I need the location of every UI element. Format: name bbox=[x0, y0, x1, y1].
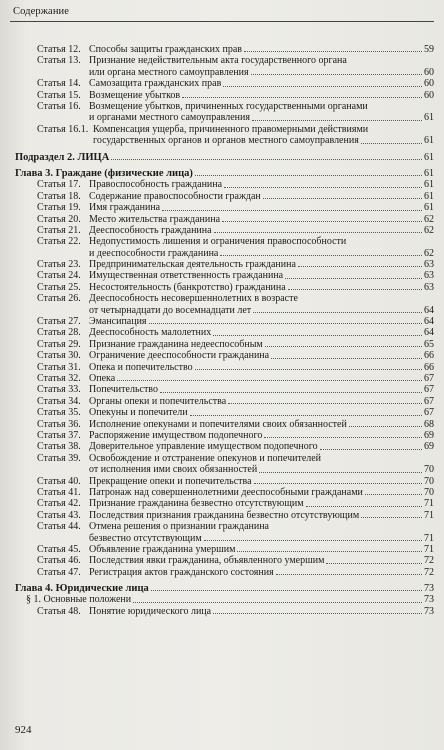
article-title: Признание недействительным акта государственного органа bbox=[89, 55, 347, 67]
article-number: Статья 15. bbox=[37, 89, 81, 101]
toc-heading bbox=[0, 583, 444, 594]
page-ref: 70 bbox=[424, 464, 434, 476]
toc-heading-label: Глава 3. Граждане (физические лица) bbox=[15, 167, 193, 179]
article-number: Статья 20. bbox=[37, 213, 81, 225]
article-title: Содержание правоспособности граждан bbox=[89, 190, 261, 202]
dot-leader bbox=[213, 613, 422, 614]
toc-entry bbox=[0, 373, 444, 384]
page-ref: 62 bbox=[424, 247, 434, 259]
dot-leader bbox=[265, 346, 422, 347]
page-ref: 71 bbox=[424, 509, 434, 521]
dot-leader bbox=[224, 187, 422, 188]
toc-entry bbox=[0, 498, 444, 509]
toc-entry bbox=[0, 396, 444, 407]
page-ref: 61 bbox=[424, 202, 434, 214]
article-title: Прекращение опеки и попечительства bbox=[89, 475, 252, 487]
dot-leader bbox=[288, 289, 422, 290]
article-number: Статья 14. bbox=[37, 78, 81, 90]
page-ref: 59 bbox=[424, 43, 434, 55]
toc-entry bbox=[0, 544, 444, 555]
article-title: Опека bbox=[89, 373, 116, 385]
toc-entry bbox=[0, 202, 444, 213]
article-title: Попечительство bbox=[89, 384, 158, 396]
article-number: Статья 22. bbox=[37, 236, 81, 248]
dot-leader bbox=[151, 590, 422, 591]
article-title: Признание гражданина безвестно отсутствующим bbox=[89, 498, 304, 510]
dot-leader bbox=[276, 574, 422, 575]
article-number: Статья 48. bbox=[37, 605, 81, 617]
article-title: Возмещение убытков, причиненных государственными органами bbox=[89, 100, 368, 112]
page-ref: 71 bbox=[424, 498, 434, 510]
page-ref: 66 bbox=[424, 350, 434, 362]
article-number: Статья 17. bbox=[37, 179, 81, 191]
dot-leader bbox=[306, 506, 422, 507]
page-ref: 67 bbox=[424, 395, 434, 407]
dot-leader bbox=[361, 143, 422, 144]
toc-entry bbox=[0, 179, 444, 190]
article-title: Имя гражданина bbox=[89, 202, 161, 214]
article-title: Дееспособность несовершеннолетних в возрасте bbox=[89, 293, 298, 305]
dot-leader bbox=[222, 221, 422, 222]
article-title: Компенсация ущерба, причиненного правомерными действиями bbox=[93, 123, 369, 135]
page-ref: 66 bbox=[424, 361, 434, 373]
toc-heading-label: Подраздел 2. ЛИЦА bbox=[15, 151, 110, 163]
toc-heading-label: § 1. Основные положени bbox=[26, 594, 132, 606]
toc-entry bbox=[0, 567, 444, 578]
article-number: Статья 39. bbox=[37, 452, 81, 464]
article-number: Статья 37. bbox=[37, 429, 81, 441]
article-title: Органы опеки и попечительства bbox=[89, 395, 227, 407]
article-number: Статья 45. bbox=[37, 543, 81, 555]
article-title: Опека и попечительство bbox=[89, 361, 193, 373]
dot-leader bbox=[228, 403, 422, 404]
toc-heading bbox=[0, 168, 444, 179]
page-ref: 63 bbox=[424, 270, 434, 282]
page-ref: 60 bbox=[424, 66, 434, 78]
page-ref: 69 bbox=[424, 441, 434, 453]
article-title: и дееспособности гражданина bbox=[89, 247, 219, 259]
article-title: Ограничение дееспособности гражданина bbox=[89, 350, 270, 362]
article-number: Статья 35. bbox=[37, 407, 81, 419]
page-ref: 63 bbox=[424, 281, 434, 293]
page-ref: 61 bbox=[424, 135, 434, 147]
article-title: безвестно отсутствующим bbox=[89, 532, 202, 544]
article-title: Освобождение и отстранение опекунов и попечителей bbox=[89, 452, 322, 464]
dot-leader bbox=[160, 392, 422, 393]
article-number: Статья 46. bbox=[37, 555, 81, 567]
page-ref: 73 bbox=[424, 605, 434, 617]
dot-leader bbox=[361, 517, 422, 518]
toc-entry bbox=[0, 78, 444, 89]
article-number: Статья 21. bbox=[37, 224, 81, 236]
article-title: Признание гражданина недееспособным bbox=[89, 338, 263, 350]
dot-leader bbox=[271, 358, 422, 359]
toc-entry bbox=[0, 487, 444, 498]
article-title: от исполнения ими своих обязанностей bbox=[89, 464, 258, 476]
article-title: от четырнадцати до восемнадцати лет bbox=[89, 304, 252, 316]
dot-leader bbox=[117, 380, 422, 381]
page-ref: 71 bbox=[424, 532, 434, 544]
article-number: Статья 18. bbox=[37, 190, 81, 202]
article-number: Статья 19. bbox=[37, 202, 81, 214]
article-number: Статья 12. bbox=[37, 44, 81, 55]
article-title: Регистрация актов гражданского состояния bbox=[89, 566, 274, 578]
article-title: Дееспособность малолетних bbox=[89, 327, 212, 339]
table-of-contents bbox=[0, 44, 444, 617]
toc-section bbox=[0, 594, 444, 605]
article-number: Статья 41. bbox=[37, 486, 81, 498]
page-ref: 68 bbox=[424, 418, 434, 430]
article-title: Дееспособность гражданина bbox=[89, 224, 212, 236]
dot-leader bbox=[190, 415, 422, 416]
toc-entry bbox=[0, 214, 444, 225]
dot-leader bbox=[326, 563, 422, 564]
article-number: Статья 36. bbox=[37, 418, 81, 430]
page-ref: 61 bbox=[424, 190, 434, 202]
page-number: 924 bbox=[15, 724, 32, 736]
toc-entry bbox=[0, 124, 444, 147]
article-number: Статья 31. bbox=[37, 361, 81, 373]
article-number: Статья 38. bbox=[37, 441, 81, 453]
article-number: Статья 29. bbox=[37, 338, 81, 350]
article-title: Распоряжение имуществом подопечного bbox=[89, 429, 263, 441]
toc-entry bbox=[0, 191, 444, 202]
header-rule bbox=[10, 21, 434, 22]
dot-leader bbox=[349, 426, 422, 427]
toc-entry bbox=[0, 419, 444, 430]
dot-leader bbox=[252, 120, 422, 121]
toc-entry bbox=[0, 259, 444, 270]
page-ref: 72 bbox=[424, 566, 434, 578]
article-title: Понятие юридического лица bbox=[89, 605, 212, 617]
toc-entry bbox=[0, 350, 444, 361]
toc-entry bbox=[0, 270, 444, 281]
page-ref: 64 bbox=[424, 304, 434, 316]
article-number: Статья 23. bbox=[37, 259, 81, 271]
article-number: Статья 43. bbox=[37, 509, 81, 521]
dot-leader bbox=[214, 232, 422, 233]
article-title: Недопустимость лишения и ограничения правоспособности bbox=[89, 236, 347, 248]
toc-entry bbox=[0, 362, 444, 373]
article-number: Статья 13. bbox=[37, 55, 81, 67]
dot-leader bbox=[195, 175, 422, 176]
dot-leader bbox=[253, 312, 422, 313]
article-title: государственных органов и органов местного самоуправления bbox=[93, 135, 359, 147]
page-ref: 73 bbox=[424, 594, 434, 606]
toc-entry bbox=[0, 453, 444, 476]
page-ref: 61 bbox=[424, 112, 434, 124]
toc-entry bbox=[0, 316, 444, 327]
toc-entry bbox=[0, 55, 444, 78]
article-number: Статья 34. bbox=[37, 395, 81, 407]
toc-heading bbox=[0, 152, 444, 163]
article-title: Самозащита гражданских прав bbox=[89, 78, 222, 90]
page-ref: 67 bbox=[424, 373, 434, 384]
article-title: Отмена решения о признании гражданина bbox=[89, 521, 269, 533]
toc-entry bbox=[0, 44, 444, 55]
toc-entry bbox=[0, 407, 444, 418]
dot-leader bbox=[213, 335, 422, 336]
dot-leader bbox=[237, 551, 422, 552]
page-ref: 73 bbox=[424, 583, 434, 595]
dot-leader bbox=[223, 86, 422, 87]
article-title: Эмансипация bbox=[89, 316, 147, 328]
toc-entry bbox=[0, 339, 444, 350]
toc-entry bbox=[0, 441, 444, 452]
page-ref: 61 bbox=[424, 167, 434, 179]
article-title: или органа местного самоуправления bbox=[89, 66, 249, 78]
dot-leader bbox=[285, 278, 422, 279]
toc-entry bbox=[0, 384, 444, 395]
article-title: Объявление гражданина умершим bbox=[89, 543, 236, 555]
dot-leader bbox=[111, 159, 422, 160]
article-title: Последствия явки гражданина, объявленного умершим bbox=[89, 555, 325, 567]
page-ref: 60 bbox=[424, 89, 434, 101]
toc-entry bbox=[0, 90, 444, 101]
toc-entry bbox=[0, 293, 444, 316]
article-title: Исполнение опекунами и попечителями своих обязанностей bbox=[89, 418, 347, 430]
article-number: Статья 24. bbox=[37, 270, 81, 282]
dot-leader bbox=[254, 483, 422, 484]
page-ref: 62 bbox=[424, 224, 434, 236]
toc-entry bbox=[0, 555, 444, 566]
article-title: Имущественная ответственность гражданина bbox=[89, 270, 284, 282]
page-ref: 72 bbox=[424, 555, 434, 567]
page-ref: 69 bbox=[424, 429, 434, 441]
dot-leader bbox=[320, 449, 422, 450]
page-ref: 64 bbox=[424, 316, 434, 328]
article-title: Возмещение убытков bbox=[89, 89, 181, 101]
article-title: Предпринимательская деятельность гражданина bbox=[89, 259, 296, 271]
toc-entry bbox=[0, 225, 444, 236]
dot-leader bbox=[263, 198, 422, 199]
article-number: Статья 16.1. bbox=[37, 123, 89, 135]
article-number: Статья 27. bbox=[37, 316, 81, 328]
dot-leader bbox=[149, 323, 422, 324]
article-number: Статья 44. bbox=[37, 521, 81, 533]
dot-leader bbox=[264, 437, 422, 438]
page-ref: 67 bbox=[424, 407, 434, 419]
article-title: Правоспособность гражданина bbox=[89, 179, 223, 191]
page-ref: 61 bbox=[424, 151, 434, 163]
dot-leader bbox=[365, 494, 422, 495]
toc-entry bbox=[0, 606, 444, 617]
toc-entry bbox=[0, 430, 444, 441]
dot-leader bbox=[298, 266, 422, 267]
dot-leader bbox=[182, 97, 422, 98]
page-ref: 70 bbox=[424, 486, 434, 498]
dot-leader bbox=[133, 602, 422, 603]
page-ref: 63 bbox=[424, 259, 434, 271]
article-number: Статья 32. bbox=[37, 373, 81, 385]
article-number: Статья 25. bbox=[37, 281, 81, 293]
toc-entry bbox=[0, 510, 444, 521]
dot-leader bbox=[162, 210, 422, 211]
dot-leader bbox=[259, 472, 422, 473]
article-title: и органами местного самоуправления bbox=[89, 112, 250, 124]
article-title: Несостоятельность (банкротство) гражданина bbox=[89, 281, 286, 293]
article-number: Статья 42. bbox=[37, 498, 81, 510]
page-ref: 60 bbox=[424, 78, 434, 90]
dot-leader bbox=[204, 540, 422, 541]
dot-leader bbox=[244, 51, 422, 52]
toc-entry bbox=[0, 327, 444, 338]
toc-entry bbox=[0, 282, 444, 293]
page-ref: 64 bbox=[424, 327, 434, 339]
article-title: Опекуны и попечители bbox=[89, 407, 188, 419]
article-number: Статья 30. bbox=[37, 350, 81, 362]
article-title: Последствия признания гражданина безвестно отсутствующим bbox=[89, 509, 360, 521]
toc-entry bbox=[0, 476, 444, 487]
article-number: Статья 28. bbox=[37, 327, 81, 339]
toc-entry bbox=[0, 236, 444, 259]
page-ref: 71 bbox=[424, 543, 434, 555]
toc-entry bbox=[0, 521, 444, 544]
page-ref: 65 bbox=[424, 338, 434, 350]
toc-entry bbox=[0, 101, 444, 124]
page-ref: 67 bbox=[424, 384, 434, 396]
article-number: Статья 33. bbox=[37, 384, 81, 396]
page-ref: 70 bbox=[424, 475, 434, 487]
dot-leader bbox=[251, 74, 422, 75]
page-ref: 62 bbox=[424, 213, 434, 225]
article-title: Место жительства гражданина bbox=[89, 213, 221, 225]
article-title: Доверительное управление имуществом подопечного bbox=[89, 441, 318, 453]
dot-leader bbox=[220, 255, 422, 256]
article-title: Патронаж над совершеннолетними дееспособными гражданами bbox=[89, 486, 363, 498]
article-number: Статья 40. bbox=[37, 475, 81, 487]
article-number: Статья 26. bbox=[37, 293, 81, 305]
article-title: Способы защиты гражданских прав bbox=[89, 44, 243, 55]
dot-leader bbox=[195, 369, 422, 370]
toc-heading-label: Глава 4. Юридические лица bbox=[15, 583, 149, 595]
article-number: Статья 47. bbox=[37, 566, 81, 578]
article-number: Статья 16. bbox=[37, 100, 81, 112]
page-ref: 61 bbox=[424, 179, 434, 191]
running-head: Содержание bbox=[13, 6, 70, 17]
